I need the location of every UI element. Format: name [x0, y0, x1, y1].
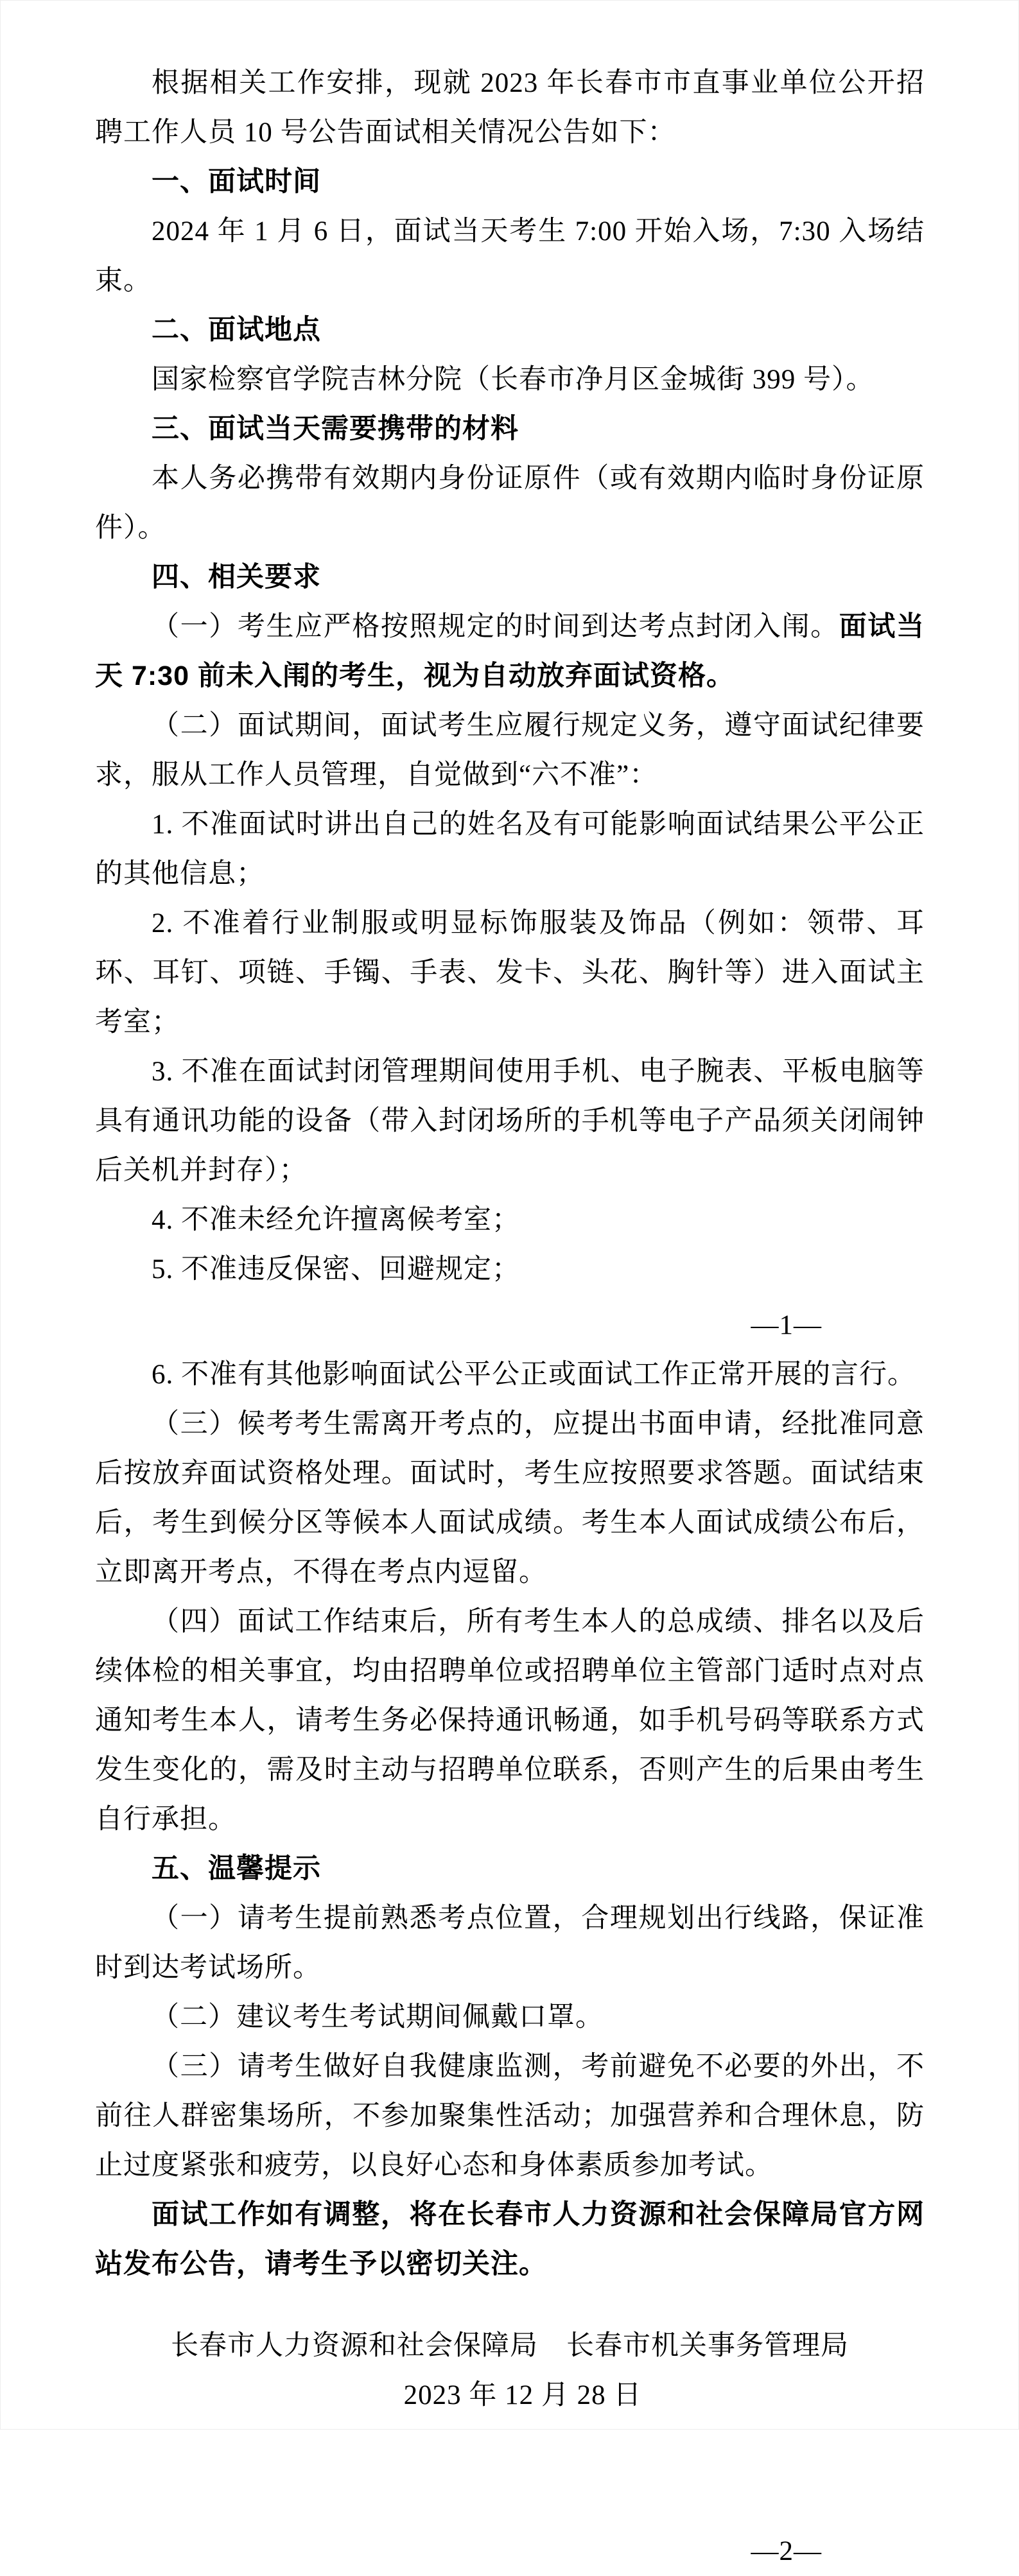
requirement-2-paragraph: （二）面试期间，面试考生应履行规定义务，遵守面试纪律要求，服从工作人员管理，自觉做到“六不准”： — [95, 711, 925, 790]
page-number-2: —2— — [751, 2536, 822, 2566]
rule-1-paragraph: 1. 不准面试时讲出自己的姓名及有可能影响面试结果公平公正的其他信息； — [95, 809, 925, 889]
page-1 — [95, 58, 925, 1350]
adjustment-notice-paragraph: 面试工作如有调整，将在长春市人力资源和社会保障局官方网站发布公告，请考生予以密切关注。 — [95, 2199, 925, 2279]
tip-1-paragraph: （一）请考生提前熟悉考点位置，合理规划出行线路，保证准时到达考试场所。 — [95, 1903, 925, 1983]
requirement-4-paragraph: （四）面试工作结束后，所有考生本人的总成绩、排名以及后续体检的相关事宜，均由招聘单位或招聘单位主管部门适时点对点通知考生本人，请考生务必保持通讯畅通，如手机号码等联系方式发生变化的，需及时主动与招聘单位联系，否则产生的后果由考生自行承担。 — [95, 1607, 925, 1835]
heading-related-requirements: 四、相关要求 — [152, 562, 321, 592]
tip-2-paragraph: （二）建议考生考试期间佩戴口罩。 — [152, 2002, 604, 2032]
page-2 — [95, 1350, 925, 2576]
tip-3-paragraph: （三）请考生做好自我健康监测，考前避免不必要的外出，不前往人群密集场所，不参加聚集性活动；加强营养和合理休息，防止过度紧张和疲劳，以良好心态和身体素质参加考试。 — [95, 2052, 925, 2181]
issuing-authorities: 长春市人力资源和社会保障局 长春市机关事务管理局 — [171, 2331, 849, 2361]
issue-date: 2023 年 12 月 28 日 — [403, 2380, 642, 2410]
interview-time-paragraph: 2024 年 1 月 6 日，面试当天考生 7:00 开始入场，7:30 入场结束。 — [95, 216, 925, 296]
required-materials-paragraph: 本人务必携带有效期内身份证原件（或有效期内临时身份证原件）。 — [95, 463, 925, 543]
page-number-1: —1— — [751, 1310, 822, 1340]
rule-4-paragraph: 4. 不准未经允许擅离候考室； — [152, 1205, 520, 1235]
requirement-1-paragraph — [95, 602, 925, 701]
rule-6-paragraph: 6. 不准有其他影响面试公平公正或面试工作正常开展的言行。 — [152, 1360, 916, 1390]
requirement-1-bold-run: 面试当天 7:30 前未入闱的考生，视为自动放弃面试资格。 — [95, 611, 925, 691]
requirement-3-paragraph: （三）候考考生需离开考点的，应提出书面申请，经批准同意后按放弃面试资格处理。面试时，考生应按照要求答题。面试结束后，考生到候分区等候本人面试成绩。考生本人面试成绩公布后，立即离开考点，不得在考点内逗留。 — [95, 1409, 925, 1587]
requirement-1-normal-run: （一）考生应严格按照规定的时间到达考点封闭入闱。 — [152, 612, 839, 642]
rule-2-paragraph: 2. 不准着行业制服或明显标饰服装及饰品（例如：领带、耳环、耳钉、项链、手镯、手表、发卡、头花、胸针等）进入面试主考室； — [95, 908, 925, 1037]
heading-required-materials: 三、面试当天需要携带的材料 — [152, 413, 519, 444]
interview-location-paragraph: 国家检察官学院吉林分院（长春市净月区金城街 399 号）。 — [152, 365, 875, 395]
intro-paragraph: 根据相关工作安排，现就 2023 年长春市市直事业单位公开招聘工作人员 10 号公告面试相关情况公告如下： — [95, 68, 925, 148]
heading-warm-tips: 五、温馨提示 — [152, 1853, 321, 1884]
heading-interview-time: 一、面试时间 — [152, 166, 321, 197]
rule-5-paragraph: 5. 不准违反保密、回避规定； — [152, 1254, 520, 1284]
heading-interview-location: 二、面试地点 — [152, 315, 321, 345]
rule-3-paragraph: 3. 不准在面试封闭管理期间使用手机、电子腕表、平板电脑等具有通讯功能的设备（带入封闭场所的手机等电子产品须关闭闹钟后关机并封存）； — [95, 1057, 925, 1186]
